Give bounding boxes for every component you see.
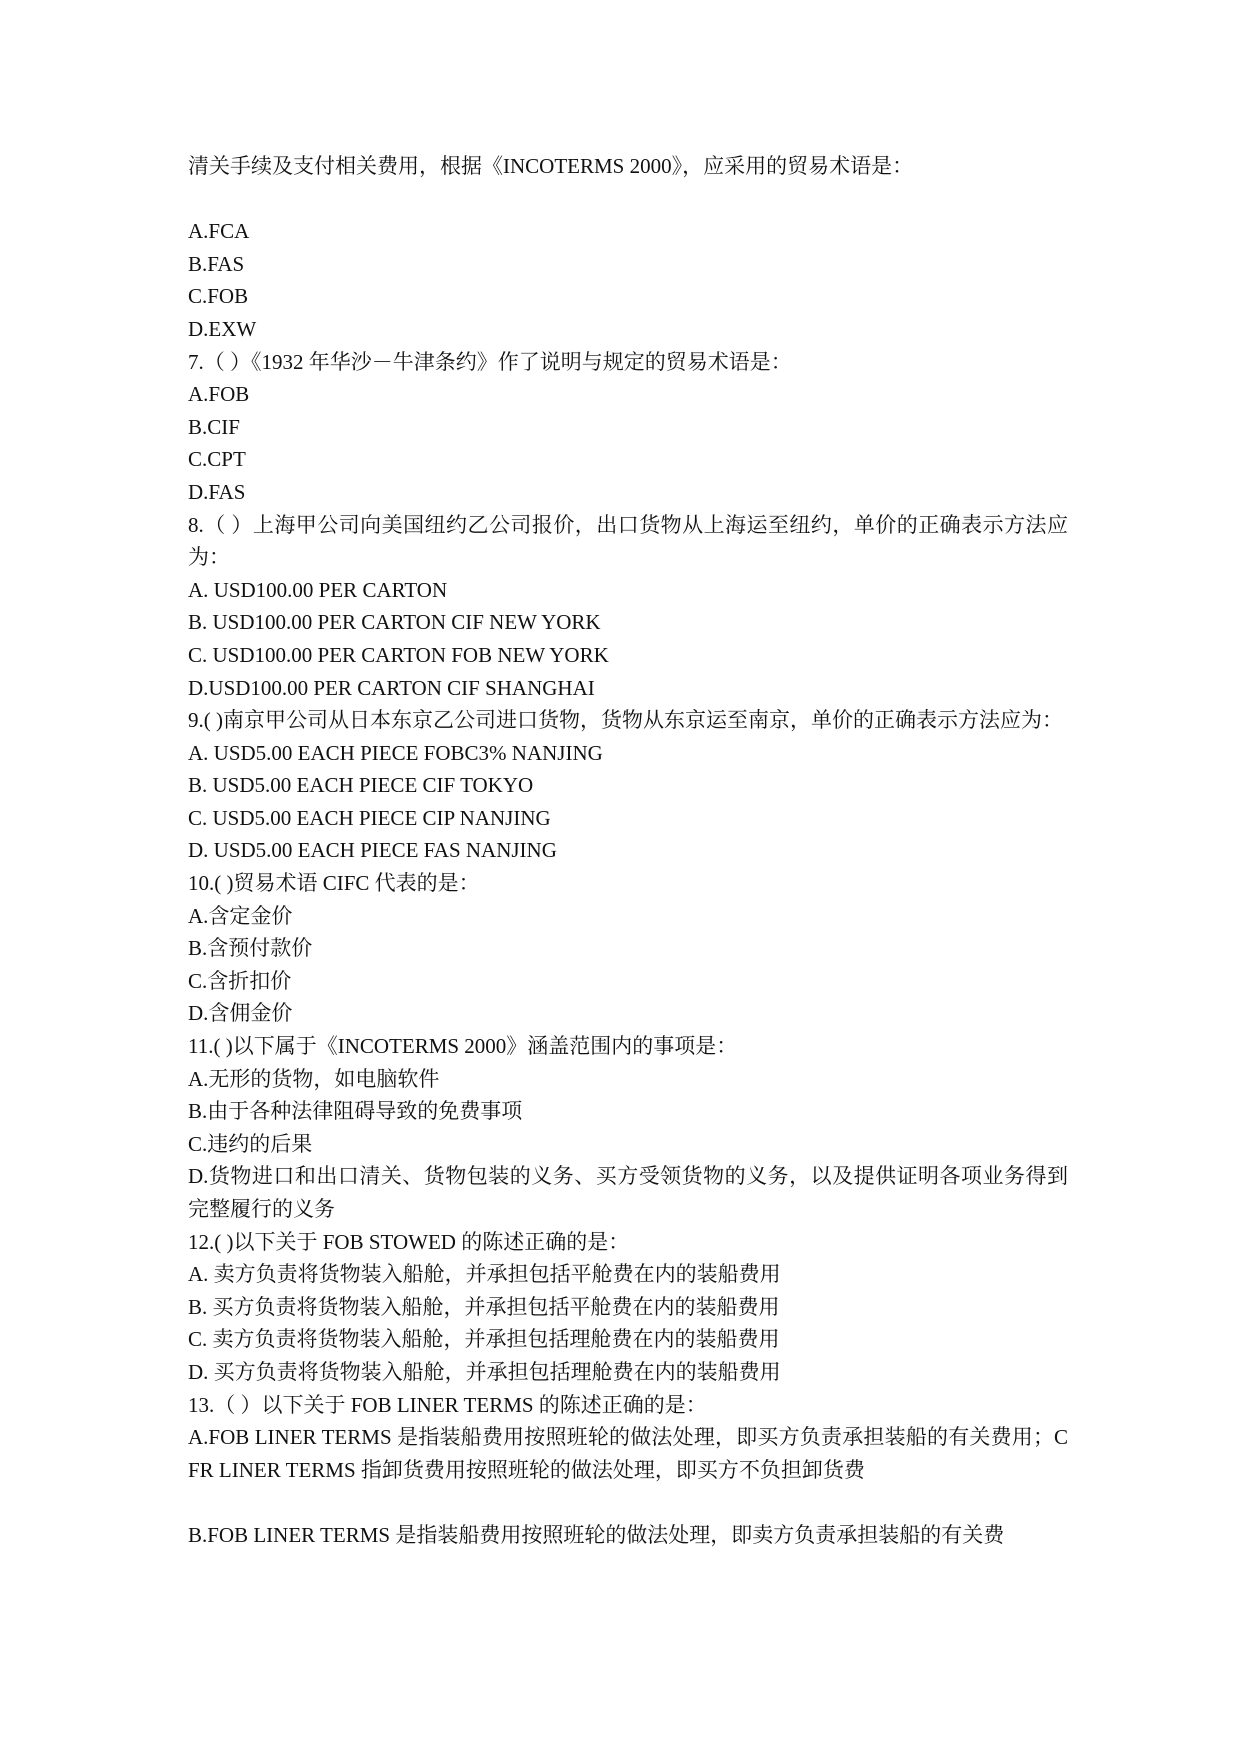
q7-option-b: B.CIF xyxy=(188,414,240,439)
q8-option-d: D.USD100.00 PER CARTON CIF SHANGHAI xyxy=(188,675,595,700)
q11-option-c: C.违约的后果 xyxy=(188,1131,313,1156)
q6-option-b: B.FAS xyxy=(188,251,245,276)
q10-option-c: C.含折扣价 xyxy=(188,968,292,993)
q9-option-d: D. USD5.00 EACH PIECE FAS NANJING xyxy=(188,838,557,863)
q10-stem: 10.( )贸易术语 CIFC 代表的是： xyxy=(188,871,480,896)
q7-option-a: A.FOB xyxy=(188,382,250,407)
q13-stem: 13.（ ）以下关于 FOB LINER TERMS 的陈述正确的是： xyxy=(188,1392,707,1417)
blank-line xyxy=(188,183,1068,216)
q8-stem: 8.（ ）上海甲公司向美国纽约乙公司报价，出口货物从上海运至纽约，单价的正确表示方法应为： xyxy=(188,512,1068,570)
intro-text: 清关手续及支付相关费用，根据《INCOTERMS 2000》，应采用的贸易术语是： xyxy=(188,154,914,178)
q11-option-b: B.由于各种法律阻碍导致的免费事项 xyxy=(188,1099,523,1124)
q11-option-a: A.无形的货物，如电脑软件 xyxy=(188,1066,440,1091)
q7-option-d: D.FAS xyxy=(188,479,246,504)
q10-option-a: A.含定金价 xyxy=(188,903,293,928)
blank-line xyxy=(188,1486,1068,1519)
q7-option-c: C.CPT xyxy=(188,447,246,472)
q12-option-b: B. 买方负责将货物装入船舱，并承担包括平舱费在内的装船费用 xyxy=(188,1294,780,1319)
q6-option-a: A.FCA xyxy=(188,219,250,244)
q11-option-d: D.货物进口和出口清关、货物包装的义务、买方受领货物的义务，以及提供证明各项业务得到完整履行的义务 xyxy=(188,1164,1068,1221)
q9-option-a: A. USD5.00 EACH PIECE FOBC3% NANJING xyxy=(188,740,603,765)
q10-option-d: D.含佣金价 xyxy=(188,1001,293,1026)
q7-stem: 7.（ ）《1932 年华沙－牛津条约》作了说明与规定的贸易术语是： xyxy=(188,349,792,374)
q9-option-b: B. USD5.00 EACH PIECE CIF TOKYO xyxy=(188,773,534,798)
q9-stem: 9.( )南京甲公司从日本东京乙公司进口货物，货物从东京运至南京，单价的正确表示方法应为： xyxy=(188,708,1063,733)
q13-option-a: A.FOB LINER TERMS 是指装船费用按照班轮的做法处理，即买方负责承担装船的有关费用；CFR LINER TERMS 指卸货费用按照班轮的做法处理，即买方不负担卸货费 xyxy=(188,1425,1068,1482)
q6-option-d: D.EXW xyxy=(188,316,257,341)
q8-option-c: C. USD100.00 PER CARTON FOB NEW YORK xyxy=(188,642,609,667)
q10-option-b: B.含预付款价 xyxy=(188,936,313,961)
question-text-block xyxy=(188,150,1068,1552)
q11-stem: 11.( )以下属于《INCOTERMS 2000》涵盖范围内的事项是： xyxy=(188,1034,738,1059)
q13-option-b: B.FOB LINER TERMS 是指装船费用按照班轮的做法处理，即卖方负责承担装船的有关费 xyxy=(188,1522,1005,1547)
q6-option-c: C.FOB xyxy=(188,284,249,309)
q8-option-b: B. USD100.00 PER CARTON CIF NEW YORK xyxy=(188,610,601,635)
q12-option-c: C. 卖方负责将货物装入船舱，并承担包括理舱费在内的装船费用 xyxy=(188,1327,780,1352)
q9-option-c: C. USD5.00 EACH PIECE CIP NANJING xyxy=(188,805,551,830)
q12-option-a: A. 卖方负责将货物装入船舱，并承担包括平舱费在内的装船费用 xyxy=(188,1262,781,1287)
q8-option-a: A. USD100.00 PER CARTON xyxy=(188,577,448,602)
q12-option-d: D. 买方负责将货物装入船舱，并承担包括理舱费在内的装船费用 xyxy=(188,1359,781,1384)
q12-stem: 12.( )以下关于 FOB STOWED 的陈述正确的是： xyxy=(188,1229,630,1254)
